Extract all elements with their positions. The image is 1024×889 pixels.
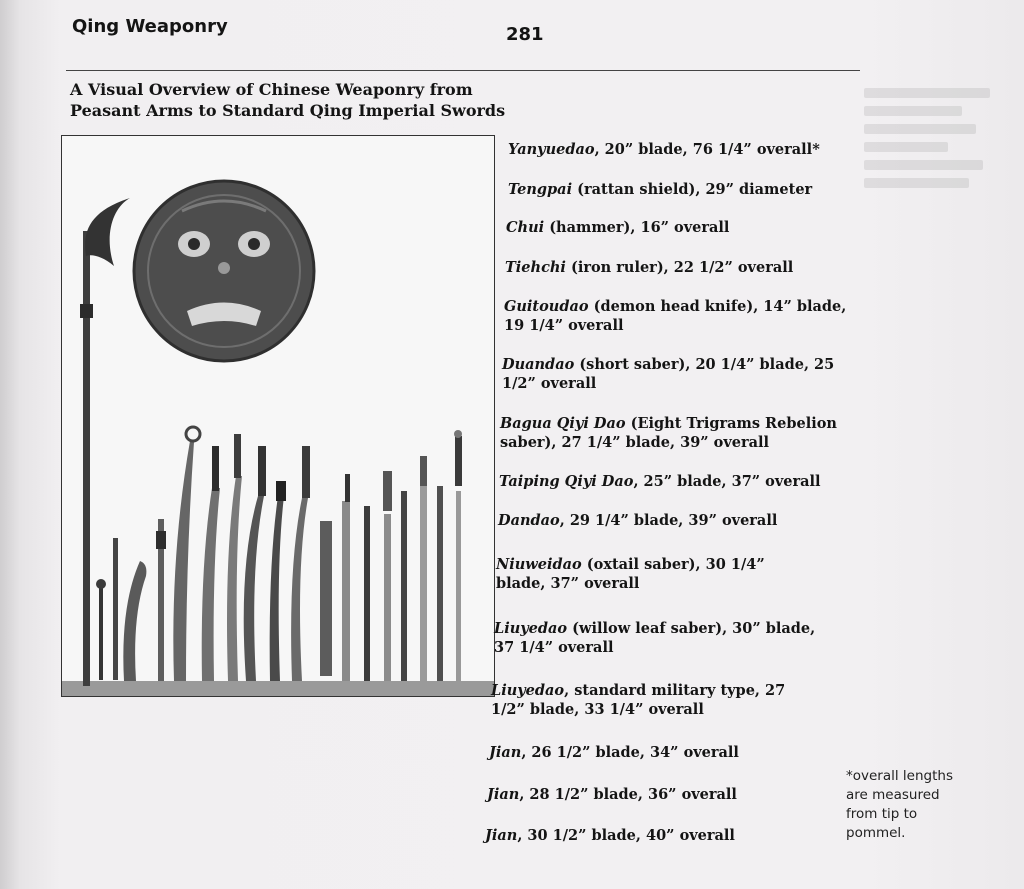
caption-text-line-2: 37 1/4” overall — [494, 639, 614, 656]
bagua-qiyi-dao-image — [173, 427, 200, 681]
weapon-name: Jian — [487, 786, 520, 803]
dandao-image — [227, 434, 242, 681]
weapon-name: Guitoudao — [504, 298, 589, 315]
caption-text: (hammer), 16” overall — [544, 219, 730, 236]
caption-bagua-qiyi-dao — [500, 414, 837, 452]
bleed-through-text — [864, 80, 1004, 196]
jian-image-3 — [401, 456, 427, 681]
caption-guitoudao — [504, 297, 846, 335]
caption-text: (short saber), 20 1/4” blade, 25 — [574, 356, 835, 373]
niuweidao-image — [244, 446, 266, 681]
duandao-image — [156, 519, 166, 681]
weapon-name: Jian — [489, 744, 522, 761]
caption-text: (oxtail saber), 30 1/4” — [581, 556, 765, 573]
caption-chui — [506, 218, 729, 237]
caption-taiping-qiyi-dao — [499, 472, 821, 491]
caption-text: (Eight Trigrams Rebelion — [625, 415, 837, 432]
taiping-qiyi-dao-image — [202, 446, 220, 681]
section-title-line-1: A Visual Overview of Chinese Weaponry from — [70, 80, 473, 99]
caption-text: (rattan shield), 29” diameter — [572, 181, 813, 198]
caption-tiehchi — [505, 258, 793, 277]
weapon-name: Tiehchi — [505, 259, 566, 276]
footnote-line-2: are measured — [846, 787, 940, 803]
caption-text-line-2: saber), 27 1/4” blade, 39” overall — [500, 434, 770, 451]
caption-text: (demon head knife), 14” blade, — [588, 298, 847, 315]
weapon-name: Tengpai — [508, 181, 573, 198]
weapon-name: Duandao — [502, 356, 575, 373]
caption-text: , 26 1/2” blade, 34” overall — [521, 744, 739, 761]
caption-yanyuedao — [508, 140, 820, 159]
footnote-line-1: *overall lengths — [846, 768, 953, 784]
caption-niuweidao — [496, 555, 765, 593]
jian-image-1 — [364, 506, 370, 681]
weapon-name: Chui — [506, 219, 545, 236]
header-rule — [66, 70, 860, 71]
jian-image-4 — [437, 430, 462, 681]
caption-dandao — [498, 511, 777, 530]
caption-text: , standard military type, 27 — [564, 682, 786, 699]
caption-liuyedao — [494, 619, 815, 657]
footnote — [846, 767, 953, 843]
caption-text-line-2: 1/2” blade, 33 1/4” overall — [491, 701, 704, 718]
weapons-photo — [61, 135, 495, 697]
weapon-name: Taiping Qiyi Dao — [499, 473, 634, 490]
caption-text-line-2: 19 1/4” overall — [504, 317, 624, 334]
weapon-name: Niuweidao — [496, 556, 582, 573]
weapon-name: Dandao — [498, 512, 560, 529]
page-number: 281 — [506, 24, 544, 45]
caption-text: , 28 1/2” blade, 36” overall — [519, 786, 737, 803]
caption-text-line-2: blade, 37” overall — [496, 575, 640, 592]
scabbard-image-2 — [342, 474, 350, 681]
caption-liuyedao-military — [491, 681, 785, 719]
running-head: Qing Weaponry — [72, 16, 228, 37]
weapon-name: Yanyuedao — [508, 141, 595, 158]
liuyedao-military-image — [291, 446, 310, 681]
caption-text: , 25” blade, 37” overall — [633, 473, 821, 490]
caption-tengpai — [508, 180, 812, 199]
chui-hammer-image — [96, 579, 106, 680]
caption-text: , 29 1/4” blade, 39” overall — [559, 512, 778, 529]
yanyuedao-image — [80, 198, 130, 686]
caption-text-line-2: 1/2” overall — [502, 375, 597, 392]
caption-text: , 30 1/2” blade, 40” overall — [517, 827, 735, 844]
caption-text: , 20” blade, 76 1/4” overall* — [594, 141, 820, 158]
caption-jian-1 — [489, 743, 739, 762]
section-title-line-2: Peasant Arms to Standard Qing Imperial Swords — [70, 101, 506, 120]
section-title — [70, 79, 505, 121]
caption-jian-3 — [485, 826, 735, 845]
weapon-name: Liuyedao — [494, 620, 568, 637]
caption-text: (willow leaf saber), 30” blade, — [567, 620, 816, 637]
jian-image-2 — [383, 471, 392, 681]
footnote-line-4: pommel. — [846, 825, 906, 841]
caption-text: (iron ruler), 22 1/2” overall — [565, 259, 794, 276]
caption-jian-2 — [487, 785, 737, 804]
scabbard-image — [320, 521, 332, 676]
weapon-name: Liuyedao — [491, 682, 565, 699]
guitoudao-image — [123, 561, 146, 681]
tiehchi-iron-ruler-image — [113, 538, 118, 680]
caption-duandao — [502, 355, 834, 393]
liuyedao-image — [270, 481, 286, 681]
tengpai-shield-image — [134, 181, 314, 361]
footnote-line-3: from tip to — [846, 806, 918, 822]
weapon-name: Bagua Qiyi Dao — [500, 415, 626, 432]
weapon-name: Jian — [485, 827, 518, 844]
